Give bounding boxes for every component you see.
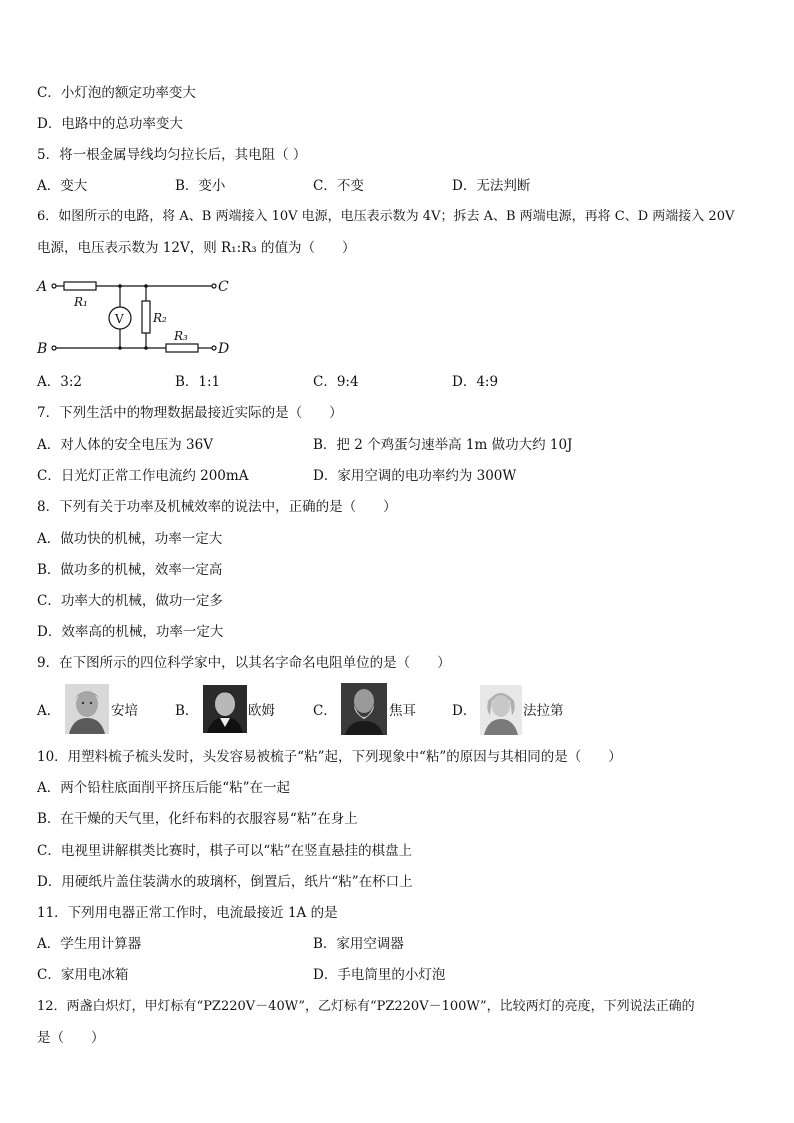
q9-stem: 9．在下图所示的四位科学家中，以其名字命名电阻单位的是（ ）: [37, 655, 451, 671]
q11-option-a: A．学生用计算器: [37, 936, 142, 952]
q5-stem: 5．将一根金属导线均匀拉长后，其电阻（ ）: [37, 147, 307, 163]
q10-option-c: C．电视里讲解棋类比赛时，棋子可以“粘”在竖直悬挂的棋盘上: [37, 843, 413, 859]
q7-option-c: C．日光灯正常工作电流约 200mA: [37, 468, 249, 484]
terminal-c: C: [218, 279, 229, 295]
q7-stem: 7．下列生活中的物理数据最接近实际的是（ ）: [37, 405, 343, 421]
q5-option-a: A．变大: [37, 178, 88, 194]
q7-option-a: A．对人体的安全电压为 36V: [37, 437, 213, 453]
label-r2: R₂: [153, 311, 167, 325]
q9-option-a-letter: A．: [37, 703, 61, 719]
q11-option-c: C．家用电冰箱: [37, 967, 129, 983]
resistor-r3: [166, 344, 198, 352]
terminal-b: B: [37, 341, 48, 357]
q9-option-d-letter: D．: [452, 703, 477, 719]
q10-option-b: B．在干燥的天气里，化纤布料的衣服容易“粘”在身上: [37, 811, 358, 827]
q9-option-a-name: 安培: [111, 703, 138, 719]
terminal-a: A: [37, 279, 48, 295]
circuit-diagram: [34, 270, 244, 362]
q6-option-d: D．4:9: [452, 374, 499, 390]
label-r1: R₁: [74, 295, 88, 309]
q6-stem-line1: 6．如图所示的电路，将 A、B 两端接入 10V 电源，电压表示数为 4V；拆去 A、B 两端电源，再将 C、D 两端接入 20V: [37, 209, 735, 224]
q6-option-b: B．1:1: [175, 374, 221, 390]
q5-option-b: B．变小: [175, 178, 226, 194]
q12-stem-line2: 是（ ）: [37, 1030, 105, 1046]
q6-stem-line2: 电源，电压表示数为 12V，则 R₁:R₃ 的值为（ ）: [37, 240, 356, 256]
q6-option-a: A．3:2: [37, 374, 82, 390]
q8-option-b: B．做功多的机械，效率一定高: [37, 562, 223, 578]
scientist-portrait-ampere: [65, 684, 109, 734]
scientist-portrait-ohm: [203, 685, 247, 733]
q11-stem: 11．下列用电器正常工作时，电流最接近 1A 的是: [37, 905, 338, 921]
q7-option-b: B．把 2 个鸡蛋匀速举高 1m 做功大约 10J: [313, 437, 573, 453]
q6-option-c: C．9:4: [313, 374, 359, 390]
q9-option-c-name: 焦耳: [389, 703, 416, 719]
scientist-portrait-joule: [341, 683, 387, 735]
label-v: V: [115, 312, 124, 326]
q9-option-b-letter: B．: [175, 703, 199, 719]
q4-option-c: C．小灯泡的额定功率变大: [37, 85, 196, 101]
q10-stem: 10．用塑料梳子梳头发时，头发容易被梳子“粘”起，下列现象中“粘”的原因与其相同的是（ ）: [37, 749, 622, 765]
q10-option-d: D．用硬纸片盖住装满水的玻璃杯，倒置后，纸片“粘”在杯口上: [37, 874, 413, 890]
label-r3: R₃: [174, 329, 188, 343]
q8-option-c: C．功率大的机械，做功一定多: [37, 593, 223, 609]
q5-option-c: C．不变: [313, 178, 364, 194]
terminal-d: D: [218, 341, 230, 357]
resistor-r1: [64, 282, 96, 290]
q10-option-a: A．两个铅柱底面削平挤压后能“粘”在一起: [37, 780, 291, 796]
q8-stem: 8．下列有关于功率及机械效率的说法中，正确的是（ ）: [37, 499, 397, 515]
q8-option-d: D．效率高的机械，功率一定大: [37, 624, 224, 640]
resistor-r2: [142, 301, 150, 333]
q11-option-d: D．手电筒里的小灯泡: [313, 967, 446, 983]
scientist-portrait-faraday: [480, 685, 522, 735]
q11-option-b: B．家用空调器: [313, 936, 404, 952]
q5-option-d: D．无法判断: [452, 178, 531, 194]
q8-option-a: A．做功快的机械，功率一定大: [37, 531, 223, 547]
q12-stem-line1: 12．两盏白炽灯，甲灯标有“PZ220V－40W”，乙灯标有“PZ220V－100W”，比较两灯的亮度，下列说法正确的: [37, 999, 695, 1014]
q7-option-d: D．家用空调的电功率约为 300W: [313, 468, 517, 484]
q9-option-c-letter: C．: [313, 703, 337, 719]
q9-option-d-name: 法拉第: [523, 703, 564, 719]
q9-option-b-name: 欧姆: [248, 703, 275, 719]
q4-option-d: D．电路中的总功率变大: [37, 116, 183, 132]
